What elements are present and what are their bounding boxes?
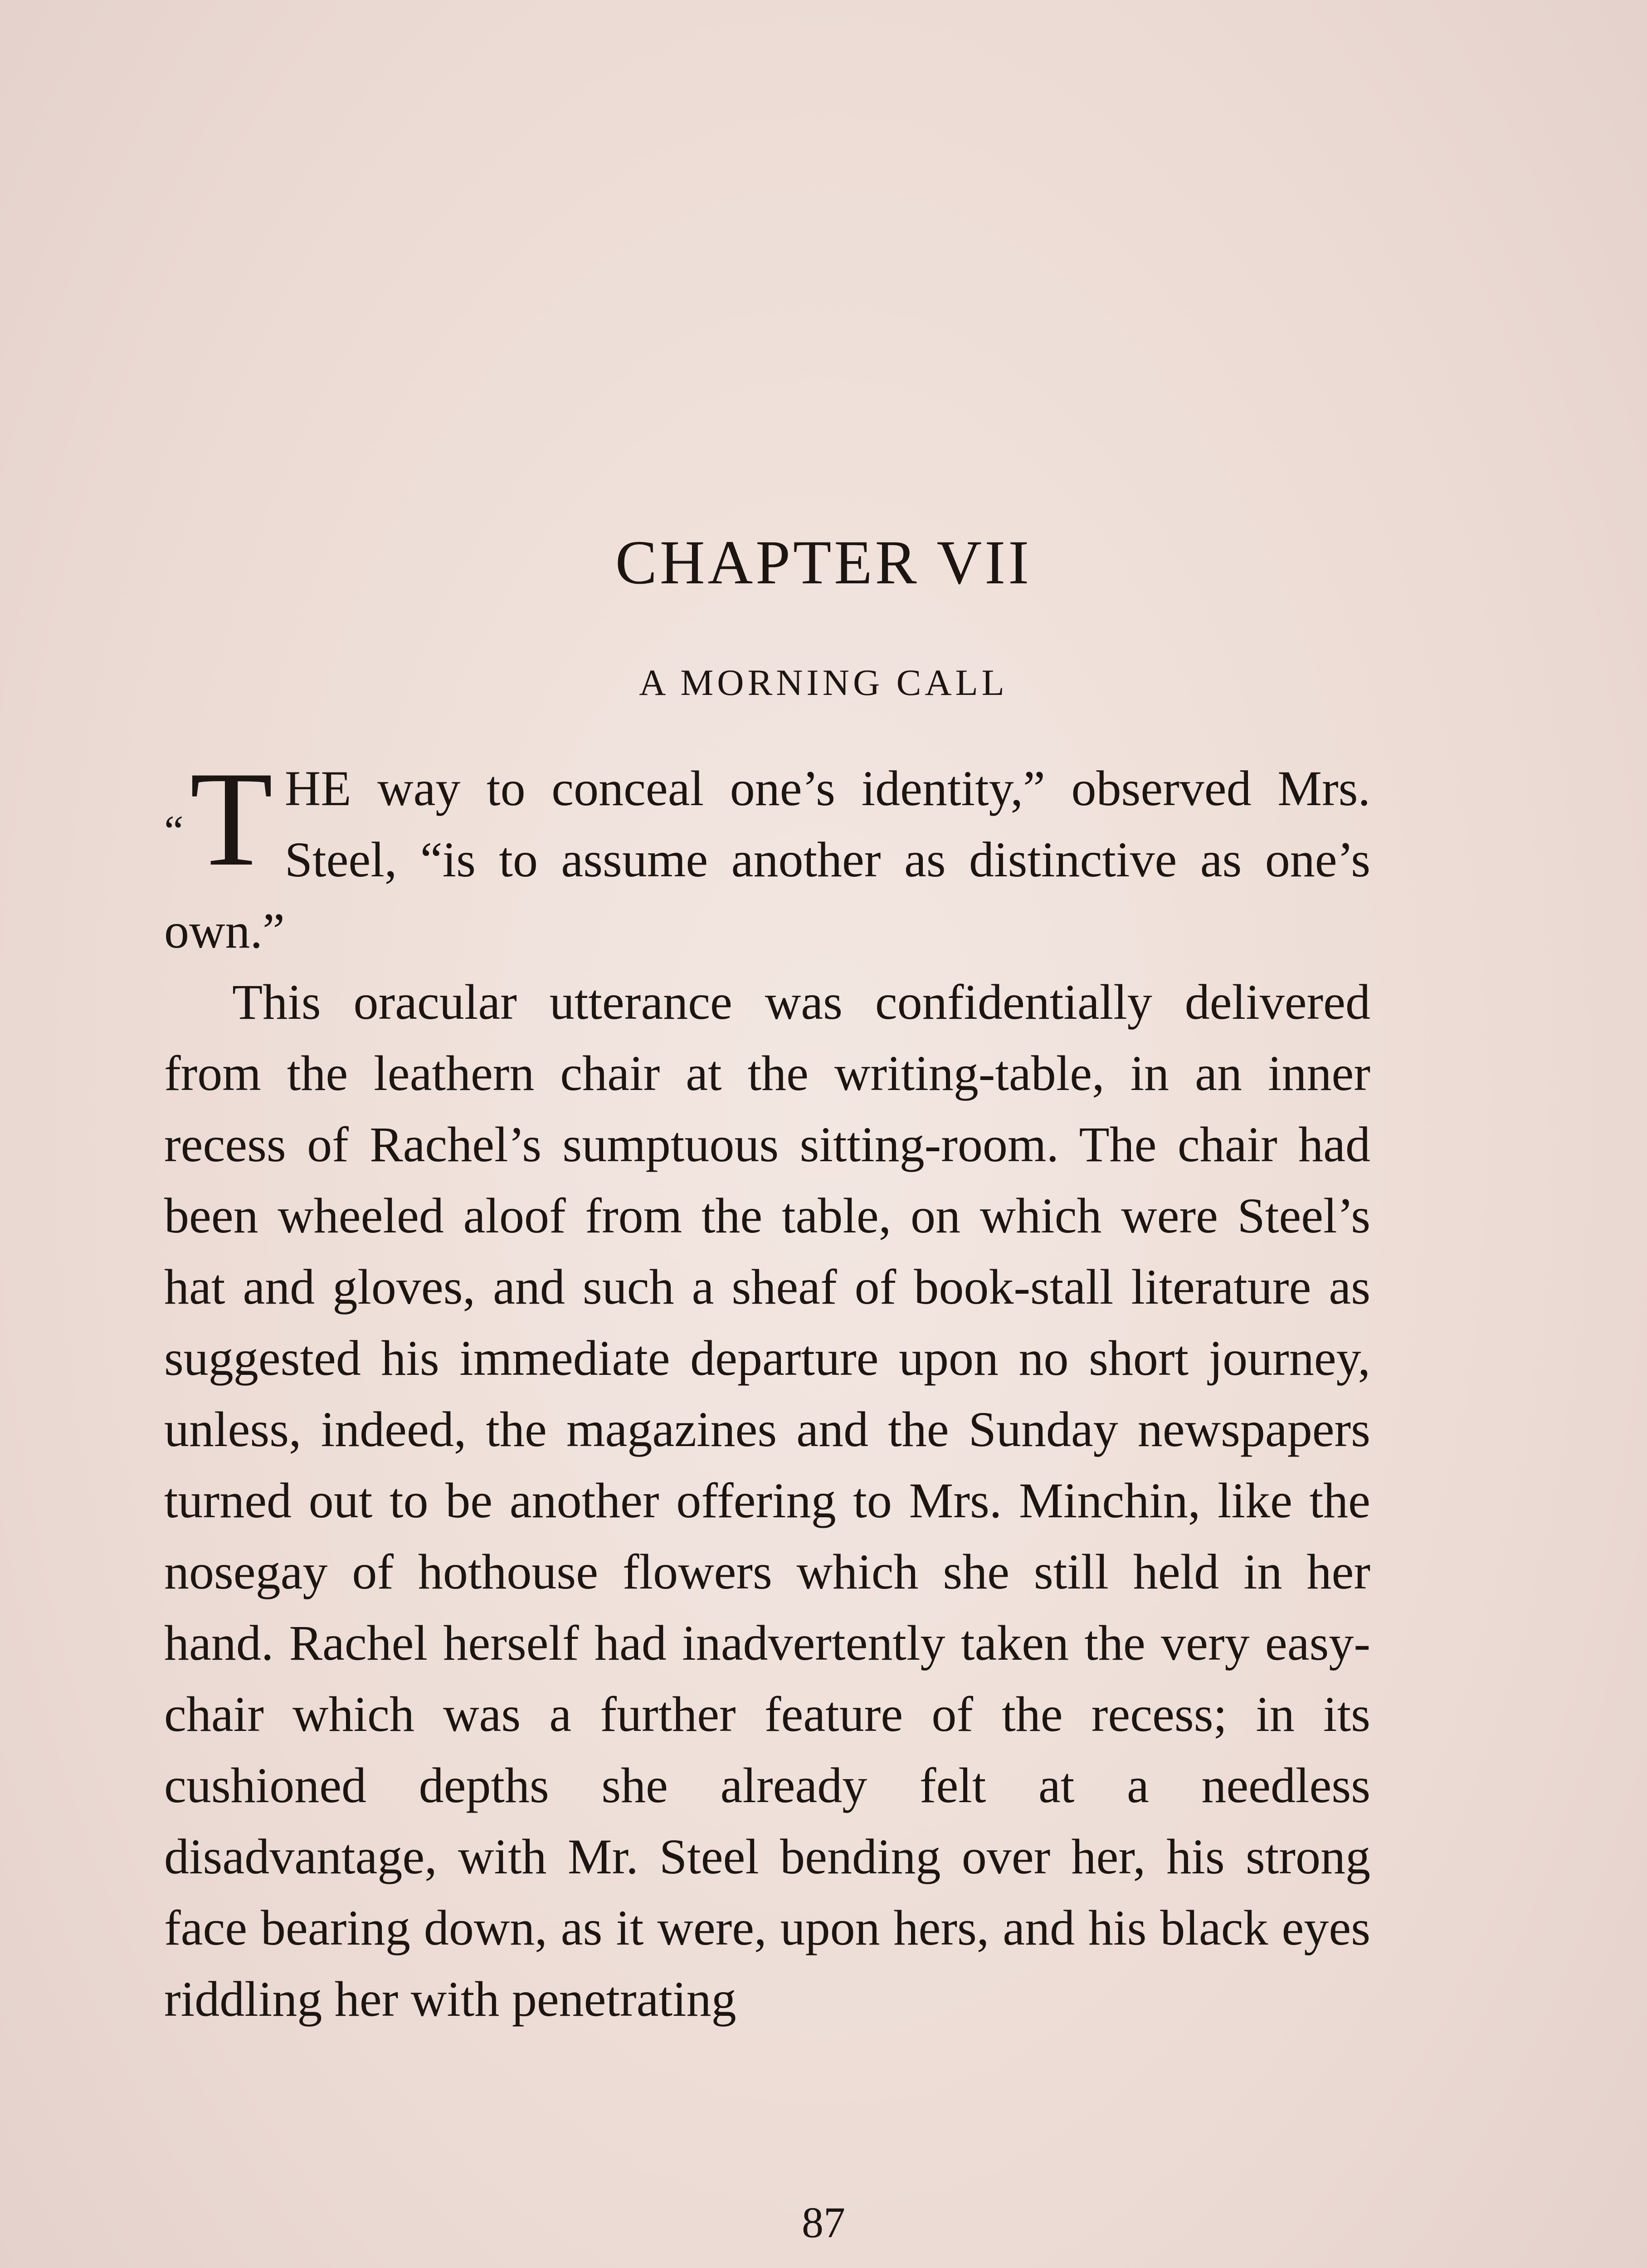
drop-cap-letter: T bbox=[190, 743, 273, 894]
drop-cap bbox=[164, 743, 273, 894]
page-number: 87 bbox=[802, 2198, 845, 2247]
paragraph-1-text: HE way to conceal one’s identity,” observed Mrs. Steel, “is to assume another as distinctive as one’s own.” bbox=[164, 761, 1370, 958]
chapter-title: CHAPTER VII bbox=[615, 528, 1032, 597]
paragraph-1 bbox=[164, 743, 1370, 967]
paragraph-2: This oracular utterance was confidentially delivered from the leathern chair at the writing-table, in an inner recess of Rachel’s sumptuous sitting-room. The chair had been wheeled aloof from the table, on which were Steel’s hat and gloves, and such a sheaf of book-stall literature as suggested his immediate departure upon no short journey, unless, indeed, the magazines and the Sunday newspapers turned out to be another offering to Mrs. Minchin, like the nosegay of hothouse flowers which she still held in her hand. Rachel herself had inadvertently taken the very easy-chair which was a further feature of the recess; in its cushioned depths she already felt at a needless disadvantage, with Mr. Steel bending over her, his strong face bearing down, as it were, upon hers, and his black eyes riddling her with penetrating bbox=[164, 974, 1370, 2027]
chapter-subtitle: A MORNING CALL bbox=[639, 662, 1008, 703]
body-text bbox=[164, 743, 1370, 2035]
drop-cap-quote: “ bbox=[164, 807, 184, 855]
